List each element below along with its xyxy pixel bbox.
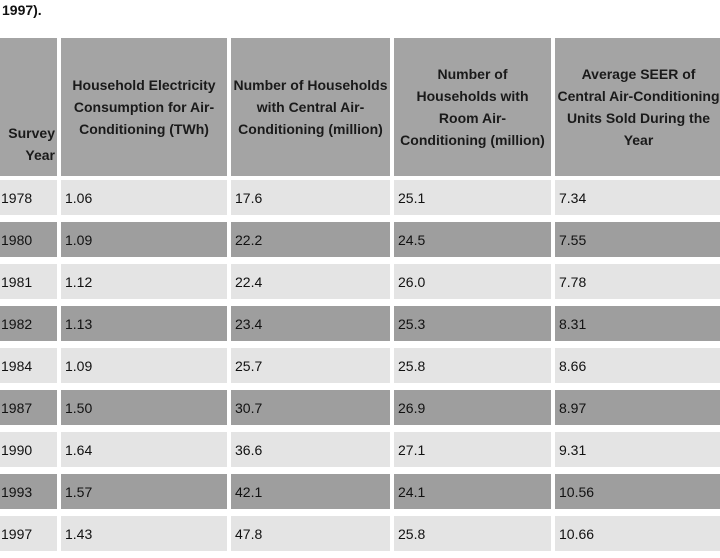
cell-room-ac-households: 27.1 (390, 432, 551, 474)
cell-average-seer: 9.31 (551, 432, 720, 474)
cell-central-ac-households: 22.4 (227, 264, 390, 306)
cell-electricity-consumption: 1.57 (57, 474, 227, 516)
cell-room-ac-households: 25.3 (390, 306, 551, 348)
data-table (0, 38, 720, 558)
cell-central-ac-households: 23.4 (227, 306, 390, 348)
cell-room-ac-households: 25.1 (390, 180, 551, 222)
cell-survey-year: 1984 (0, 348, 57, 390)
table-row (0, 306, 720, 348)
table-row (0, 348, 720, 390)
table-row (0, 264, 720, 306)
header-electricity-consumption: Household Electricity Consumption for Air-Conditioning (TWh) (57, 38, 227, 180)
table-row (0, 222, 720, 264)
table-row (0, 516, 720, 558)
table-row (0, 474, 720, 516)
header-average-seer: Average SEER of Central Air-Conditioning Units Sold During the Year (551, 38, 720, 180)
cell-electricity-consumption: 1.09 (57, 222, 227, 264)
cell-electricity-consumption: 1.06 (57, 180, 227, 222)
table-body (0, 180, 720, 558)
cell-room-ac-households: 26.0 (390, 264, 551, 306)
cell-survey-year: 1980 (0, 222, 57, 264)
header-room-ac-households: Number of Households with Room Air-Conditioning (million) (390, 38, 551, 180)
cell-electricity-consumption: 1.12 (57, 264, 227, 306)
cell-central-ac-households: 25.7 (227, 348, 390, 390)
cell-electricity-consumption: 1.13 (57, 306, 227, 348)
table-row (0, 180, 720, 222)
table-row (0, 432, 720, 474)
cell-room-ac-households: 25.8 (390, 516, 551, 558)
table-header (0, 38, 720, 180)
cell-central-ac-households: 47.8 (227, 516, 390, 558)
cell-survey-year: 1987 (0, 390, 57, 432)
cell-average-seer: 10.56 (551, 474, 720, 516)
cell-central-ac-households: 22.2 (227, 222, 390, 264)
cell-survey-year: 1990 (0, 432, 57, 474)
cell-central-ac-households: 17.6 (227, 180, 390, 222)
cell-central-ac-households: 42.1 (227, 474, 390, 516)
cell-average-seer: 8.31 (551, 306, 720, 348)
header-row (0, 38, 720, 180)
cell-average-seer: 7.34 (551, 180, 720, 222)
cell-survey-year: 1982 (0, 306, 57, 348)
cell-survey-year: 1997 (0, 516, 57, 558)
cell-room-ac-households: 25.8 (390, 348, 551, 390)
cell-average-seer: 7.78 (551, 264, 720, 306)
header-survey-year: Survey Year (0, 38, 57, 180)
cell-survey-year: 1993 (0, 474, 57, 516)
cell-central-ac-households: 30.7 (227, 390, 390, 432)
cell-electricity-consumption: 1.64 (57, 432, 227, 474)
cell-average-seer: 8.97 (551, 390, 720, 432)
cell-room-ac-households: 24.5 (390, 222, 551, 264)
table-row (0, 390, 720, 432)
cell-electricity-consumption: 1.43 (57, 516, 227, 558)
cell-average-seer: 7.55 (551, 222, 720, 264)
caption-fragment: 1997). (2, 2, 42, 18)
cell-electricity-consumption: 1.50 (57, 390, 227, 432)
cell-room-ac-households: 24.1 (390, 474, 551, 516)
cell-survey-year: 1981 (0, 264, 57, 306)
cell-average-seer: 10.66 (551, 516, 720, 558)
cell-room-ac-households: 26.9 (390, 390, 551, 432)
cell-survey-year: 1978 (0, 180, 57, 222)
cell-central-ac-households: 36.6 (227, 432, 390, 474)
cell-average-seer: 8.66 (551, 348, 720, 390)
header-central-ac-households: Number of Households with Central Air-Conditioning (million) (227, 38, 390, 180)
cell-electricity-consumption: 1.09 (57, 348, 227, 390)
